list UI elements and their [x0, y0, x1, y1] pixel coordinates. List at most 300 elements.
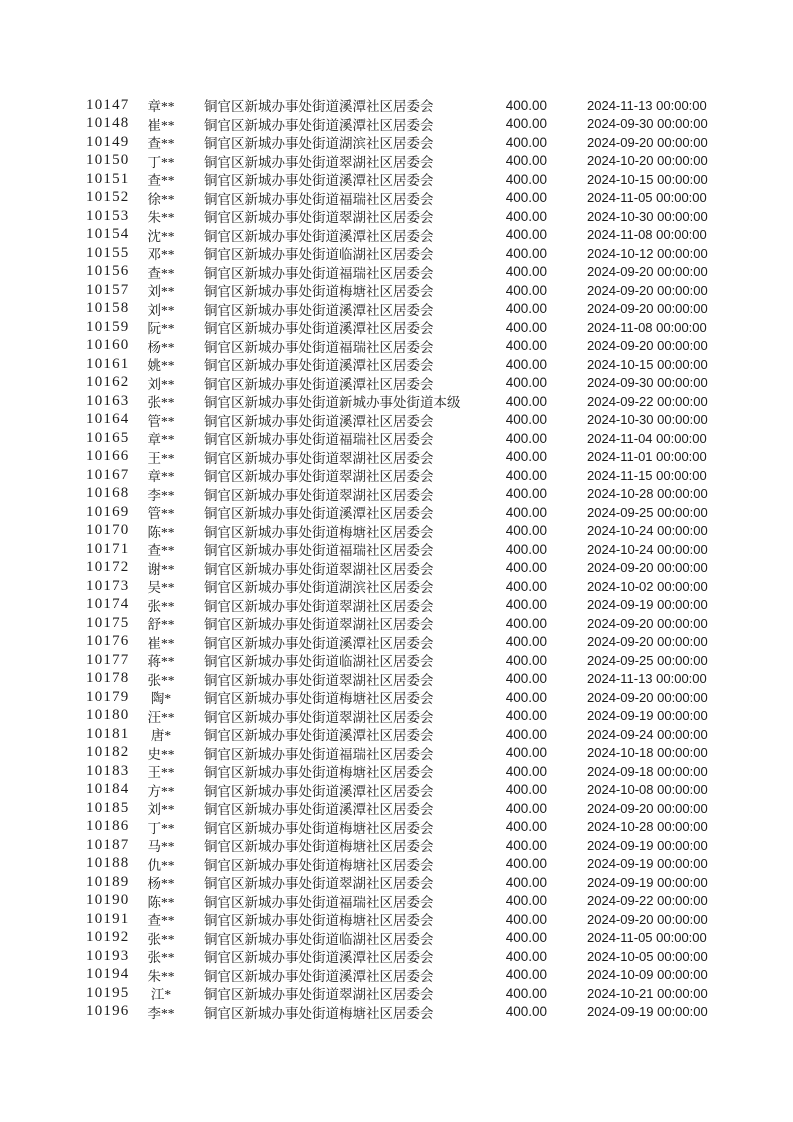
table-row — [0, 688, 793, 707]
person-name: 马** — [147, 839, 175, 855]
record-id: 10175 — [86, 614, 130, 631]
table-row — [0, 115, 793, 134]
amount-value: 400.00 — [505, 615, 547, 631]
person-name: 崔** — [147, 635, 175, 651]
table-row — [0, 966, 793, 985]
person-name: 陈** — [147, 894, 175, 910]
table-row — [0, 263, 793, 282]
table-row — [0, 818, 793, 837]
table-row — [0, 152, 793, 171]
amount-value: 400.00 — [505, 578, 547, 594]
date-value: 2024-10-28 00:00:00 — [587, 819, 708, 835]
table-row — [0, 392, 793, 411]
record-id: 10154 — [86, 226, 130, 243]
table-row — [0, 207, 793, 226]
table-row — [0, 559, 793, 578]
person-name: 丁** — [147, 154, 175, 170]
table-row — [0, 133, 793, 152]
person-name: 王** — [147, 765, 175, 781]
date-value: 2024-09-30 00:00:00 — [587, 116, 708, 132]
date-value: 2024-10-02 00:00:00 — [587, 578, 708, 594]
table-row — [0, 337, 793, 356]
amount-value: 400.00 — [505, 486, 547, 502]
amount-value: 400.00 — [505, 97, 547, 113]
date-value: 2024-09-20 00:00:00 — [587, 134, 708, 150]
organization-name: 铜官区新城办事处街道临湖社区居委会 — [204, 931, 434, 947]
amount-value: 400.00 — [505, 911, 547, 927]
organization-name: 铜官区新城办事处街道翠湖社区居委会 — [204, 154, 434, 170]
date-value: 2024-09-19 00:00:00 — [587, 856, 708, 872]
record-id: 10158 — [86, 300, 130, 317]
date-value: 2024-10-21 00:00:00 — [587, 985, 708, 1001]
date-value: 2024-11-05 00:00:00 — [587, 190, 707, 206]
organization-name: 铜官区新城办事处街道翠湖社区居委会 — [204, 876, 434, 892]
organization-name: 铜官区新城办事处街道溪潭社区居委会 — [204, 413, 434, 429]
person-name: 江* — [150, 987, 172, 1003]
person-name: 李** — [147, 487, 175, 503]
organization-name: 铜官区新城办事处街道翠湖社区居委会 — [204, 469, 434, 485]
date-value: 2024-09-20 00:00:00 — [587, 264, 708, 280]
person-name: 徐** — [147, 191, 175, 207]
record-id: 10169 — [86, 503, 130, 520]
table-row — [0, 281, 793, 300]
record-id: 10194 — [86, 966, 130, 983]
table-row — [0, 799, 793, 818]
organization-name: 铜官区新城办事处街道梅塘社区居委会 — [204, 524, 434, 540]
date-value: 2024-10-09 00:00:00 — [587, 967, 708, 983]
organization-name: 铜官区新城办事处街道溪潭社区居委会 — [204, 950, 434, 966]
organization-name: 铜官区新城办事处街道翠湖社区居委会 — [204, 709, 434, 725]
date-value: 2024-11-08 00:00:00 — [587, 319, 707, 335]
organization-name: 铜官区新城办事处街道翠湖社区居委会 — [204, 487, 434, 503]
person-name: 王** — [147, 450, 175, 466]
table-row — [0, 522, 793, 541]
table-row — [0, 725, 793, 744]
person-name: 杨** — [147, 876, 175, 892]
person-name: 章** — [147, 99, 175, 115]
table-row — [0, 503, 793, 522]
date-value: 2024-10-08 00:00:00 — [587, 782, 708, 798]
person-name: 方** — [147, 783, 175, 799]
amount-value: 400.00 — [505, 504, 547, 520]
organization-name: 铜官区新城办事处街道湖滨社区居委会 — [204, 136, 434, 152]
person-name: 查** — [147, 543, 175, 559]
table-row — [0, 929, 793, 948]
organization-name: 铜官区新城办事处街道翠湖社区居委会 — [204, 617, 434, 633]
date-value: 2024-09-20 00:00:00 — [587, 800, 708, 816]
amount-value: 400.00 — [505, 800, 547, 816]
table-row — [0, 651, 793, 670]
table-row — [0, 614, 793, 633]
organization-name: 铜官区新城办事处街道翠湖社区居委会 — [204, 598, 434, 614]
amount-value: 400.00 — [505, 449, 547, 465]
date-value: 2024-09-22 00:00:00 — [587, 893, 708, 909]
record-id: 10182 — [86, 744, 130, 761]
amount-value: 400.00 — [505, 948, 547, 964]
organization-name: 铜官区新城办事处街道溪潭社区居委会 — [204, 968, 434, 984]
amount-value: 400.00 — [505, 597, 547, 613]
table-row — [0, 744, 793, 763]
record-id: 10191 — [86, 910, 130, 927]
table-row — [0, 355, 793, 374]
organization-name: 铜官区新城办事处街道临湖社区居委会 — [204, 654, 434, 670]
record-id: 10178 — [86, 670, 130, 687]
date-value: 2024-11-13 00:00:00 — [587, 97, 707, 113]
record-id: 10163 — [86, 392, 130, 409]
organization-name: 铜官区新城办事处街道溪潭社区居委会 — [204, 376, 434, 392]
amount-value: 400.00 — [505, 1004, 547, 1020]
table-row — [0, 596, 793, 615]
date-value: 2024-09-18 00:00:00 — [587, 763, 708, 779]
record-id: 10190 — [86, 892, 130, 909]
table-row — [0, 374, 793, 393]
organization-name: 铜官区新城办事处街道溪潭社区居委会 — [204, 99, 434, 115]
amount-value: 400.00 — [505, 930, 547, 946]
person-name: 谢** — [147, 561, 175, 577]
record-id: 10167 — [86, 466, 130, 483]
person-name: 朱** — [147, 968, 175, 984]
organization-name: 铜官区新城办事处街道梅塘社区居委会 — [204, 765, 434, 781]
person-name: 李** — [147, 1005, 175, 1021]
organization-name: 铜官区新城办事处街道溪潭社区居委会 — [204, 321, 434, 337]
table-row — [0, 189, 793, 208]
table-row — [0, 781, 793, 800]
record-id: 10148 — [86, 115, 130, 132]
person-name: 陶* — [150, 691, 172, 707]
record-id: 10171 — [86, 540, 130, 557]
table-row — [0, 485, 793, 504]
record-id: 10160 — [86, 337, 130, 354]
amount-value: 400.00 — [505, 245, 547, 261]
organization-name: 铜官区新城办事处街道翠湖社区居委会 — [204, 210, 434, 226]
organization-name: 铜官区新城办事处街道梅塘社区居委会 — [204, 1005, 434, 1021]
record-id: 10153 — [86, 207, 130, 224]
organization-name: 铜官区新城办事处街道梅塘社区居委会 — [204, 820, 434, 836]
amount-value: 400.00 — [505, 837, 547, 853]
date-value: 2024-09-19 00:00:00 — [587, 597, 708, 613]
record-id: 10150 — [86, 152, 130, 169]
amount-value: 400.00 — [505, 967, 547, 983]
person-name: 丁** — [147, 820, 175, 836]
amount-value: 400.00 — [505, 985, 547, 1001]
date-value: 2024-09-20 00:00:00 — [587, 560, 708, 576]
amount-value: 400.00 — [505, 763, 547, 779]
amount-value: 400.00 — [505, 782, 547, 798]
record-id: 10177 — [86, 651, 130, 668]
table-row — [0, 411, 793, 430]
record-id: 10159 — [86, 318, 130, 335]
record-id: 10164 — [86, 411, 130, 428]
table-row — [0, 633, 793, 652]
organization-name: 铜官区新城办事处街道福瑞社区居委会 — [204, 191, 434, 207]
date-value: 2024-10-12 00:00:00 — [587, 245, 708, 261]
table-row — [0, 466, 793, 485]
organization-name: 铜官区新城办事处街道福瑞社区居委会 — [204, 265, 434, 281]
amount-value: 400.00 — [505, 689, 547, 705]
amount-value: 400.00 — [505, 319, 547, 335]
amount-value: 400.00 — [505, 264, 547, 280]
amount-value: 400.00 — [505, 375, 547, 391]
date-value: 2024-09-30 00:00:00 — [587, 375, 708, 391]
record-id: 10152 — [86, 189, 130, 206]
table-row — [0, 892, 793, 911]
organization-name: 铜官区新城办事处街道溪潭社区居委会 — [204, 802, 434, 818]
organization-name: 铜官区新城办事处街道溪潭社区居委会 — [204, 302, 434, 318]
person-name: 查** — [147, 136, 175, 152]
date-value: 2024-11-05 00:00:00 — [587, 930, 707, 946]
date-value: 2024-09-25 00:00:00 — [587, 652, 708, 668]
record-id: 10193 — [86, 947, 130, 964]
amount-value: 400.00 — [505, 153, 547, 169]
person-name: 查** — [147, 173, 175, 189]
person-name: 陈** — [147, 524, 175, 540]
person-name: 仇** — [147, 857, 175, 873]
record-id: 10165 — [86, 429, 130, 446]
date-value: 2024-10-15 00:00:00 — [587, 356, 708, 372]
table-row — [0, 577, 793, 596]
table-row — [0, 707, 793, 726]
table-row — [0, 855, 793, 874]
organization-name: 铜官区新城办事处街道福瑞社区居委会 — [204, 746, 434, 762]
record-id: 10180 — [86, 707, 130, 724]
table-row — [0, 1003, 793, 1022]
record-id: 10179 — [86, 688, 130, 705]
record-id: 10187 — [86, 836, 130, 853]
person-name: 汪** — [147, 709, 175, 725]
amount-value: 400.00 — [505, 856, 547, 872]
organization-name: 铜官区新城办事处街道福瑞社区居委会 — [204, 894, 434, 910]
amount-value: 400.00 — [505, 893, 547, 909]
date-value: 2024-09-19 00:00:00 — [587, 837, 708, 853]
date-value: 2024-09-19 00:00:00 — [587, 874, 708, 890]
record-id: 10170 — [86, 522, 130, 539]
organization-name: 铜官区新城办事处街道梅塘社区居委会 — [204, 913, 434, 929]
organization-name: 铜官区新城办事处街道溪潭社区居委会 — [204, 173, 434, 189]
person-name: 查** — [147, 265, 175, 281]
record-id: 10173 — [86, 577, 130, 594]
date-value: 2024-10-24 00:00:00 — [587, 541, 708, 557]
date-value: 2024-11-15 00:00:00 — [587, 467, 707, 483]
organization-name: 铜官区新城办事处街道临湖社区居委会 — [204, 247, 434, 263]
table-row — [0, 910, 793, 929]
organization-name: 铜官区新城办事处街道梅塘社区居委会 — [204, 839, 434, 855]
table-row — [0, 836, 793, 855]
amount-value: 400.00 — [505, 745, 547, 761]
date-value: 2024-09-20 00:00:00 — [587, 338, 708, 354]
person-name: 蒋** — [147, 654, 175, 670]
amount-value: 400.00 — [505, 430, 547, 446]
date-value: 2024-09-20 00:00:00 — [587, 911, 708, 927]
date-value: 2024-10-28 00:00:00 — [587, 486, 708, 502]
amount-value: 400.00 — [505, 671, 547, 687]
date-value: 2024-09-20 00:00:00 — [587, 615, 708, 631]
person-name: 吴** — [147, 580, 175, 596]
date-value: 2024-10-15 00:00:00 — [587, 171, 708, 187]
record-id: 10149 — [86, 133, 130, 150]
amount-value: 400.00 — [505, 541, 547, 557]
amount-value: 400.00 — [505, 652, 547, 668]
amount-value: 400.00 — [505, 208, 547, 224]
person-name: 刘** — [147, 302, 175, 318]
person-name: 张** — [147, 950, 175, 966]
date-value: 2024-09-20 00:00:00 — [587, 634, 708, 650]
date-value: 2024-11-08 00:00:00 — [587, 227, 707, 243]
amount-value: 400.00 — [505, 338, 547, 354]
person-name: 管** — [147, 506, 175, 522]
record-id: 10176 — [86, 633, 130, 650]
person-name: 舒** — [147, 617, 175, 633]
amount-value: 400.00 — [505, 634, 547, 650]
record-id: 10181 — [86, 725, 130, 742]
amount-value: 400.00 — [505, 523, 547, 539]
person-name: 刘** — [147, 376, 175, 392]
amount-value: 400.00 — [505, 874, 547, 890]
person-name: 张** — [147, 931, 175, 947]
person-name: 唐* — [150, 728, 172, 744]
date-value: 2024-10-30 00:00:00 — [587, 412, 708, 428]
date-value: 2024-10-24 00:00:00 — [587, 523, 708, 539]
person-name: 章** — [147, 432, 175, 448]
organization-name: 铜官区新城办事处街道新城办事处街道本级 — [204, 395, 461, 411]
table-row — [0, 540, 793, 559]
organization-name: 铜官区新城办事处街道翠湖社区居委会 — [204, 672, 434, 688]
date-value: 2024-10-05 00:00:00 — [587, 948, 708, 964]
table-row — [0, 226, 793, 245]
organization-name: 铜官区新城办事处街道溪潭社区居委会 — [204, 728, 434, 744]
record-id: 10189 — [86, 873, 130, 890]
record-id: 10186 — [86, 818, 130, 835]
record-id: 10166 — [86, 448, 130, 465]
person-name: 沈** — [147, 228, 175, 244]
person-name: 邓** — [147, 247, 175, 263]
date-value: 2024-09-20 00:00:00 — [587, 282, 708, 298]
table-row — [0, 873, 793, 892]
amount-value: 400.00 — [505, 467, 547, 483]
record-id: 10185 — [86, 799, 130, 816]
amount-value: 400.00 — [505, 282, 547, 298]
date-value: 2024-10-18 00:00:00 — [587, 745, 708, 761]
record-id: 10196 — [86, 1003, 130, 1020]
organization-name: 铜官区新城办事处街道溪潭社区居委会 — [204, 635, 434, 651]
table-row — [0, 448, 793, 467]
amount-value: 400.00 — [505, 171, 547, 187]
date-value: 2024-09-24 00:00:00 — [587, 726, 708, 742]
person-name: 张** — [147, 598, 175, 614]
amount-value: 400.00 — [505, 412, 547, 428]
person-name: 张** — [147, 395, 175, 411]
amount-value: 400.00 — [505, 116, 547, 132]
person-name: 杨** — [147, 339, 175, 355]
record-id: 10155 — [86, 244, 130, 261]
amount-value: 400.00 — [505, 726, 547, 742]
table-row — [0, 670, 793, 689]
organization-name: 铜官区新城办事处街道梅塘社区居委会 — [204, 691, 434, 707]
table-row — [0, 429, 793, 448]
person-name: 查** — [147, 913, 175, 929]
record-id: 10195 — [86, 984, 130, 1001]
date-value: 2024-09-20 00:00:00 — [587, 301, 708, 317]
person-name: 张** — [147, 672, 175, 688]
organization-name: 铜官区新城办事处街道溪潭社区居委会 — [204, 228, 434, 244]
record-id: 10188 — [86, 855, 130, 872]
table-row — [0, 947, 793, 966]
person-name: 管** — [147, 413, 175, 429]
amount-value: 400.00 — [505, 301, 547, 317]
record-id: 10172 — [86, 559, 130, 576]
organization-name: 铜官区新城办事处街道福瑞社区居委会 — [204, 543, 434, 559]
table-row — [0, 762, 793, 781]
record-id: 10174 — [86, 596, 130, 613]
table-row — [0, 300, 793, 319]
record-id: 10156 — [86, 263, 130, 280]
date-value: 2024-10-30 00:00:00 — [587, 208, 708, 224]
table-row — [0, 244, 793, 263]
amount-value: 400.00 — [505, 356, 547, 372]
person-name: 刘** — [147, 284, 175, 300]
table-row — [0, 318, 793, 337]
date-value: 2024-09-22 00:00:00 — [587, 393, 708, 409]
person-name: 史** — [147, 746, 175, 762]
organization-name: 铜官区新城办事处街道溪潭社区居委会 — [204, 783, 434, 799]
amount-value: 400.00 — [505, 134, 547, 150]
table-row — [0, 984, 793, 1003]
organization-name: 铜官区新城办事处街道梅塘社区居委会 — [204, 857, 434, 873]
amount-value: 400.00 — [505, 708, 547, 724]
person-name: 刘** — [147, 802, 175, 818]
organization-name: 铜官区新城办事处街道福瑞社区居委会 — [204, 432, 434, 448]
person-name: 崔** — [147, 117, 175, 133]
record-id: 10151 — [86, 170, 130, 187]
amount-value: 400.00 — [505, 190, 547, 206]
date-value: 2024-09-20 00:00:00 — [587, 689, 708, 705]
date-value: 2024-09-19 00:00:00 — [587, 1004, 708, 1020]
organization-name: 铜官区新城办事处街道梅塘社区居委会 — [204, 284, 434, 300]
organization-name: 铜官区新城办事处街道溪潭社区居委会 — [204, 117, 434, 133]
record-id: 10157 — [86, 281, 130, 298]
table-row — [0, 170, 793, 189]
organization-name: 铜官区新城办事处街道湖滨社区居委会 — [204, 580, 434, 596]
table-row — [0, 96, 793, 115]
date-value: 2024-11-04 00:00:00 — [587, 430, 707, 446]
date-value: 2024-11-01 00:00:00 — [587, 449, 707, 465]
record-id: 10184 — [86, 781, 130, 798]
organization-name: 铜官区新城办事处街道溪潭社区居委会 — [204, 358, 434, 374]
record-id: 10147 — [86, 96, 130, 113]
person-name: 朱** — [147, 210, 175, 226]
organization-name: 铜官区新城办事处街道福瑞社区居委会 — [204, 339, 434, 355]
organization-name: 铜官区新城办事处街道翠湖社区居委会 — [204, 561, 434, 577]
amount-value: 400.00 — [505, 227, 547, 243]
date-value: 2024-11-13 00:00:00 — [587, 671, 707, 687]
record-id: 10192 — [86, 929, 130, 946]
record-id: 10168 — [86, 485, 130, 502]
organization-name: 铜官区新城办事处街道翠湖社区居委会 — [204, 450, 434, 466]
amount-value: 400.00 — [505, 819, 547, 835]
date-value: 2024-10-20 00:00:00 — [587, 153, 708, 169]
person-name: 章** — [147, 469, 175, 485]
person-name: 阮** — [147, 321, 175, 337]
record-id: 10183 — [86, 762, 130, 779]
record-id: 10162 — [86, 374, 130, 391]
payment-records-table — [0, 96, 793, 1021]
amount-value: 400.00 — [505, 393, 547, 409]
organization-name: 铜官区新城办事处街道溪潭社区居委会 — [204, 506, 434, 522]
organization-name: 铜官区新城办事处街道翠湖社区居委会 — [204, 987, 434, 1003]
date-value: 2024-09-25 00:00:00 — [587, 504, 708, 520]
date-value: 2024-09-19 00:00:00 — [587, 708, 708, 724]
record-id: 10161 — [86, 355, 130, 372]
person-name: 姚** — [147, 358, 175, 374]
